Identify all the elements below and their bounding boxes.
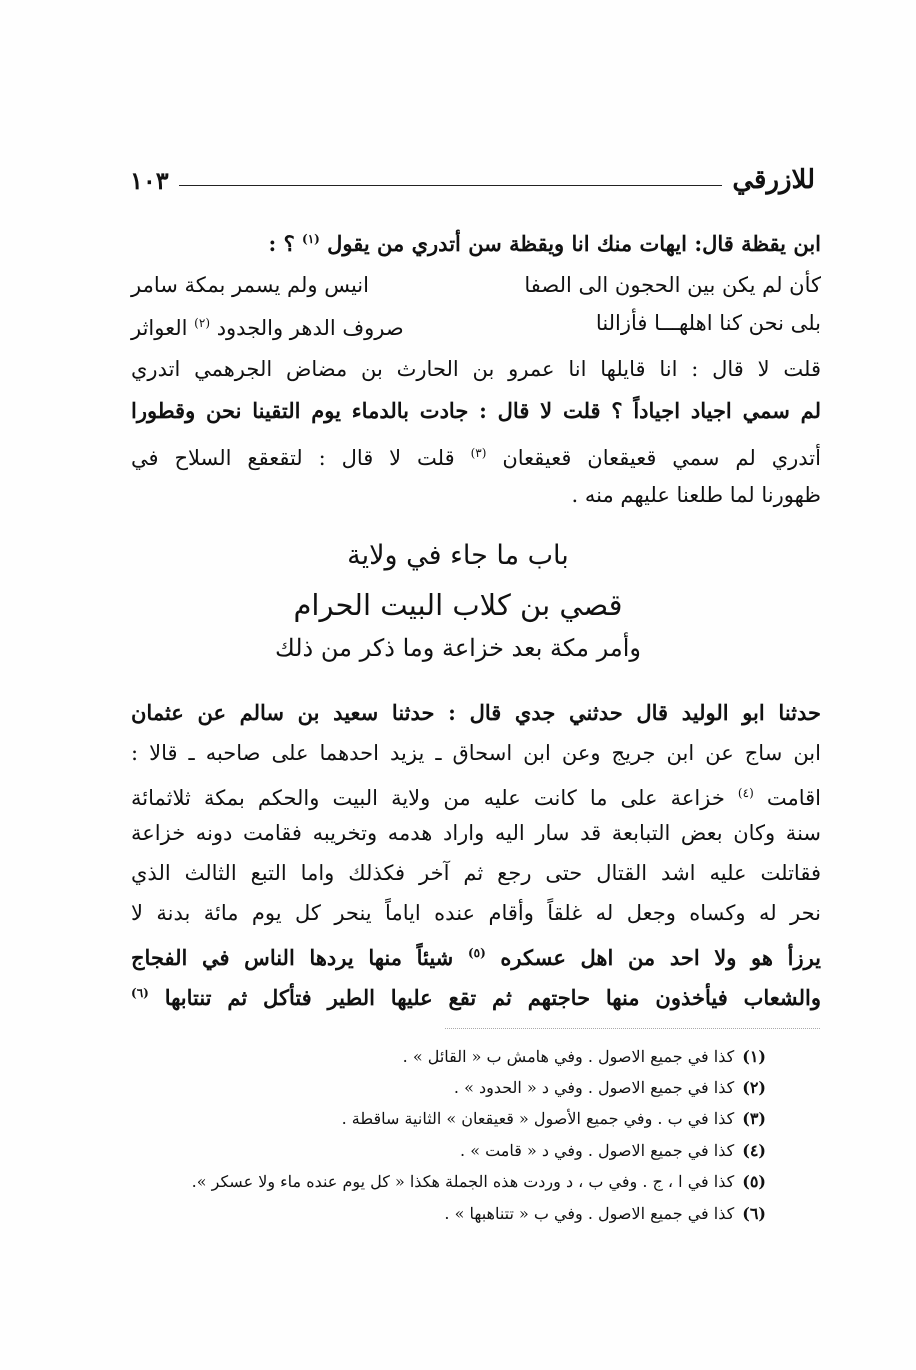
book-title: للازرقي: [732, 165, 815, 195]
verse-2-second-text: صروف الدهر والجدود: [216, 316, 404, 340]
footnote-ref-3[interactable]: (٣): [470, 446, 487, 460]
verse-1-first-hemistich: كأن لم يكن بين الحجون الى الصفا: [524, 273, 821, 297]
para1-line-3: [131, 436, 821, 475]
footnote-ref-4[interactable]: (٤): [737, 786, 754, 800]
footnote-3-text: كذا في ب . وفي جميع الأصول « قعيقعان » الثانية ساقطة .: [341, 1109, 735, 1128]
chapter-title-line-1: باب ما جاء في ولاية: [347, 540, 569, 571]
para2-line-7-before: يرزأ هو ولا احد من اهل عسكره: [500, 945, 822, 970]
header-rule: [179, 185, 723, 186]
para2-line-5: فقاتلت عليه اشد القتال حتى رجع ثم آخر فكذلك واما التبع الثالث الذي: [131, 861, 821, 885]
para2-line-4: سنة وكان بعض التبابعة قد سار اليه واراد هدمه وتخريبه فقامت دونه خزاعة: [131, 821, 821, 845]
para2-opening-word: حدثنا: [778, 700, 822, 725]
footnote-4: [460, 1140, 766, 1162]
chapter-title-line-2: قصي بن كلاب البيت الحرام: [293, 588, 623, 622]
footnote-1-number: (١): [742, 1047, 766, 1066]
footnote-5-text: كذا في ا ، ج . وفي ب ، د وردت هذه الجملة هكذا « كل يوم عنده ماء ولا عسكر ».: [191, 1172, 735, 1191]
intro-punct: ؟ :: [268, 231, 295, 256]
footnote-2: [454, 1077, 766, 1099]
footnote-1: [403, 1046, 766, 1068]
verse-2-second-hemistich: [131, 306, 404, 345]
intro-text: ابن يقظة قال: ايهات منك انا ويقظة سن أتدري من يقول: [327, 231, 821, 256]
footnote-4-text: كذا في جميع الاصول . وفي د « قامت » .: [460, 1141, 735, 1160]
para1-line-3-after: قلت لا قال : لتقعقع السلاح في: [131, 446, 455, 470]
para2-line-1-rest: ابو الوليد قال حدثني جدي قال : حدثنا سعيد بن سالم عن عثمان: [131, 700, 765, 725]
para1-line-1: قلت لا قال : انا قايلها انا عمرو بن الحارث بن مضاض الجرهمي اتدري: [131, 357, 821, 381]
footnote-3-number: (٣): [742, 1109, 766, 1128]
page-number: ١٠٣: [130, 165, 169, 195]
verse-2-second-end: العواثر: [131, 316, 188, 340]
footnote-6-number: (٦): [742, 1204, 766, 1223]
footnote-6-text: كذا في جميع الاصول . وفي ب « تتناهبها » .: [444, 1204, 735, 1223]
para2-line-2: ابن ساج عن ابن جريج وعن ابن اسحاق ـ يزيد احدهما على صاحبه ـ قالا :: [131, 741, 821, 765]
para1-line-4: ظهورنا لما طلعنا عليهم منه .: [571, 483, 821, 507]
para1-line-2: لم سمي اجياد اجياداً ؟ قلت لا قال : جادت بالدماء يوم التقينا نحن وقطورا: [131, 398, 821, 423]
chapter-subtitle: وأمر مكة بعد خزاعة وما ذكر من ذلك: [275, 634, 641, 662]
para2-line-1: [131, 696, 821, 730]
footnote-5-number: (٥): [742, 1172, 766, 1191]
para2-line-3-after: خزاعة على ما كانت عليه من ولاية البيت والحكم بمكة ثلاثمائة: [131, 786, 725, 810]
verse-2-first-hemistich: بلى نحن كنا اهلهـــا فأزالنا: [595, 311, 821, 335]
para2-line-3: [131, 776, 821, 815]
footnote-2-number: (٢): [742, 1078, 766, 1097]
para2-line-7-after: شيئاً منها يردها الناس في الفجاج: [131, 945, 454, 970]
para2-line-8: [131, 976, 821, 1015]
footnote-3: [342, 1108, 766, 1130]
footnote-4-number: (٤): [742, 1141, 766, 1160]
verse-1: [131, 268, 821, 302]
para2-line-3-before: اقامت: [766, 786, 821, 810]
footnote-ref-2[interactable]: (٢): [194, 316, 210, 330]
footnote-5: [192, 1171, 766, 1193]
verse-2: [131, 306, 821, 345]
footnote-ref-6[interactable]: (٦): [131, 986, 149, 1000]
para2-line-8-text: والشعاب فيأخذون منها حاجتهم ثم تقع عليها الطير فتأكل ثم تنتابها: [164, 985, 822, 1010]
footnote-separator: [445, 1028, 820, 1029]
intro-line: [131, 222, 821, 261]
para2-line-7: [131, 936, 821, 975]
running-header: [130, 162, 815, 198]
para1-line-3-before: أتدري لم سمي قعيقعان قعيقعان: [502, 446, 821, 470]
footnote-ref-5[interactable]: (٥): [467, 946, 486, 960]
footnote-ref-1[interactable]: (١): [302, 232, 320, 246]
footnote-1-text: كذا في جميع الاصول . وفي هامش ب « القائل » .: [402, 1047, 735, 1066]
verse-1-second-hemistich: انيس ولم يسمر بمكة سامر: [131, 273, 369, 297]
footnote-2-text: كذا في جميع الاصول . وفي د « الحدود » .: [453, 1078, 735, 1097]
para2-line-6: نحر له وكساه وجعل له غلقاً وأقام عنده اياماً ينحر كل يوم مائة بدنة لا: [131, 901, 821, 925]
footnote-6: [444, 1203, 766, 1225]
